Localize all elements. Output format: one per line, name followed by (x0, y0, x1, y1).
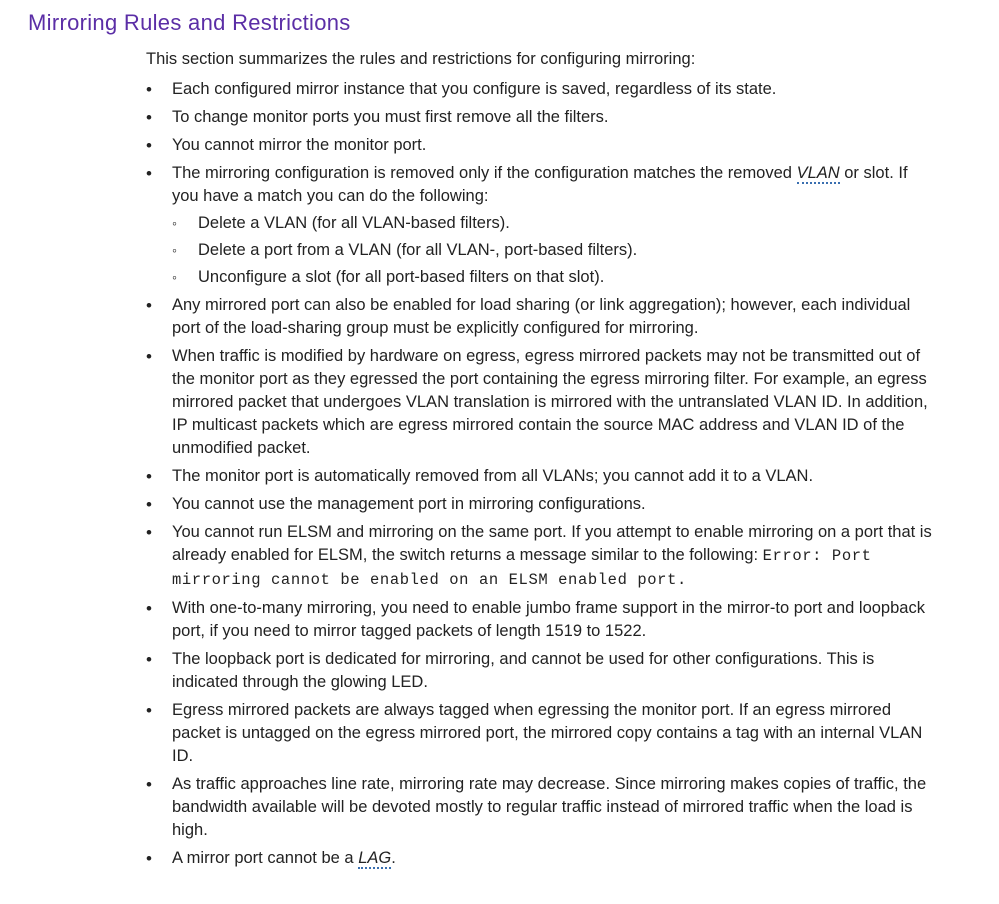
list-item: • As traffic approaches line rate, mirroring rate may decrease. Since mirroring makes copies of traffic, the bandwidth available will be devoted mostly to regular traffic instead of mirrored traffic when the load is high. (146, 773, 936, 842)
sub-list-item: ◦ Unconfigure a slot (for all port-based filters on that slot). (172, 266, 936, 289)
list-item: • With one-to-many mirroring, you need to enable jumbo frame support in the mirror-to port and loopback port, if you need to mirror tagged packets of length 1519 to 1522. (146, 597, 936, 643)
sub-list-item: ◦ Delete a port from a VLAN (for all VLAN-, port-based filters). (172, 239, 936, 262)
list-item: • You cannot run ELSM and mirroring on the same port. If you attempt to enable mirroring on a port that is already enabled for ELSM, the switch returns a message similar to the following: Error: Port mirroring cannot be enabled on an ELSM enabled port. (146, 521, 936, 592)
sub-list-item: ◦ Delete a VLAN (for all VLAN-based filters). (172, 212, 936, 235)
sub-list (172, 212, 936, 289)
list-item: • To change monitor ports you must first remove all the filters. (146, 106, 936, 129)
intro-text: This section summarizes the rules and restrictions for configuring mirroring: (146, 50, 696, 68)
list-item: • Egress mirrored packets are always tagged when egressing the monitor port. If an egress mirrored packet is untagged on the egress mirrored port, the mirrored copy contains a tag with an internal VLAN ID. (146, 699, 936, 768)
glossary-term-vlan[interactable]: VLAN (796, 164, 840, 182)
list-item: • Each configured mirror instance that you configure is saved, regardless of its state. (146, 78, 936, 101)
list-item: • You cannot mirror the monitor port. (146, 134, 936, 157)
section-title: Mirroring Rules and Restrictions (28, 10, 351, 35)
rules-list (146, 78, 936, 875)
list-item: • Any mirrored port can also be enabled for load sharing (or link aggregation); however, each individual port of the load-sharing group must be explicitly configured for mirroring. (146, 294, 936, 340)
list-item: • The monitor port is automatically removed from all VLANs; you cannot add it to a VLAN. (146, 465, 936, 488)
list-item: • When traffic is modified by hardware on egress, egress mirrored packets may not be transmitted out of the monitor port as they egressed the port containing the egress mirroring filter. For example, an egress mirrored packet that undergoes VLAN translation is mirrored with the untranslated VLAN ID. In addition, IP multicast packets which are egress mirrored contain the source MAC address and VLAN ID of the unmodified packet. (146, 345, 936, 460)
list-item: • The mirroring configuration is removed only if the configuration matches the removed VLAN or slot. If you have a match you can do the following: ◦ Delete a VLAN (for all VLAN-based filters). ◦ Delete a port from a VLAN (for all VLAN-, port-based filters). ◦ Unconfigure a slot (for all port-based filters on that slot). (146, 162, 936, 289)
error-message-code: Error: Port mirroring cannot be enabled on an ELSM enabled port. (172, 547, 872, 589)
list-item: • You cannot use the management port in mirroring configurations. (146, 493, 936, 516)
glossary-term-lag[interactable]: LAG (358, 849, 392, 867)
list-item: • A mirror port cannot be a LAG. (146, 847, 936, 870)
list-item: • The loopback port is dedicated for mirroring, and cannot be used for other configurations. This is indicated through the glowing LED. (146, 648, 936, 694)
